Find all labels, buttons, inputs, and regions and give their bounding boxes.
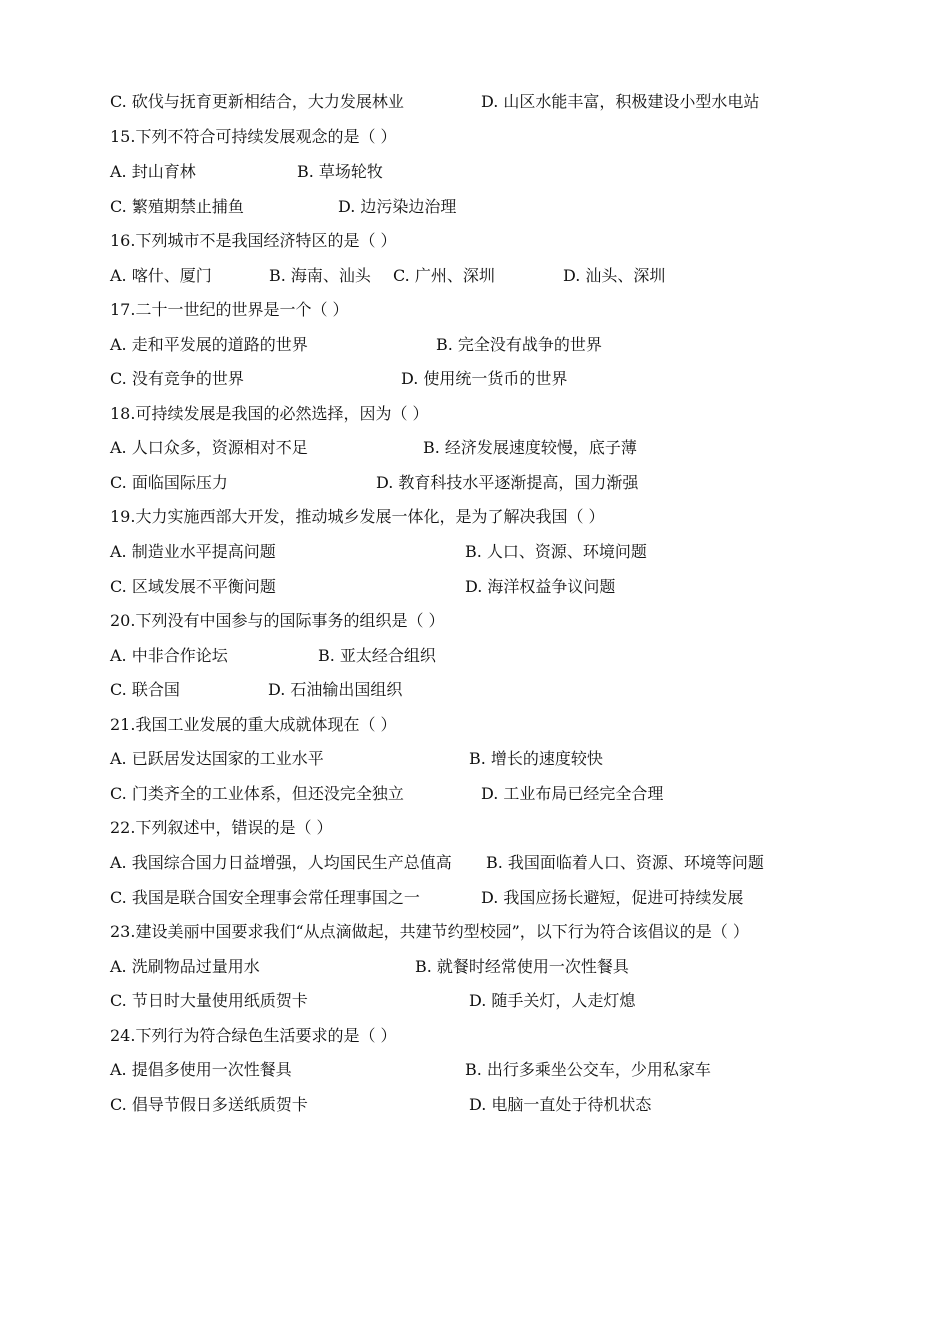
question-stem: 18.可持续发展是我国的必然选择，因为（ ）: [110, 404, 429, 423]
option-c: C. 节日时大量使用纸质贺卡: [110, 991, 308, 1010]
option-a: A. 走和平发展的道路的世界: [110, 335, 308, 354]
option-d: D. 随手关灯，人走灯熄: [469, 991, 636, 1010]
option-d: D. 山区水能丰富，积极建设小型水电站: [481, 92, 760, 111]
option-a: A. 提倡多使用一次性餐具: [110, 1060, 292, 1079]
option-b: B. 出行多乘坐公交车，少用私家车: [465, 1060, 711, 1079]
question-stem: 19.大力实施西部大开发，推动城乡发展一体化，是为了解决我国（ ）: [110, 507, 605, 526]
option-c: C. 广州、深圳: [393, 266, 495, 285]
option-d: D. 边污染边治理: [338, 197, 457, 216]
option-b: B. 经济发展速度较慢，底子薄: [423, 438, 637, 457]
option-d: D. 教育科技水平逐渐提高，国力渐强: [376, 473, 639, 492]
option-b: B. 海南、汕头: [269, 266, 371, 285]
question-stem: 17.二十一世纪的世界是一个（ ）: [110, 300, 349, 319]
option-c: C. 我国是联合国安全理事会常任理事国之一: [110, 888, 420, 907]
option-d: D. 使用统一货币的世界: [401, 369, 568, 388]
question-stem: 21.我国工业发展的重大成就体现在（ ）: [110, 715, 397, 734]
option-a: A. 中非合作论坛: [110, 646, 228, 665]
question-stem: 20.下列没有中国参与的国际事务的组织是（ ）: [110, 611, 445, 630]
option-b: B. 亚太经合组织: [318, 646, 436, 665]
question-stem: 15.下列不符合可持续发展观念的是（ ）: [110, 127, 397, 146]
question-stem: 16.下列城市不是我国经济特区的是（ ）: [110, 231, 397, 250]
option-c: C. 区域发展不平衡问题: [110, 577, 276, 596]
option-a: A. 封山育林: [110, 162, 196, 181]
option-d: D. 电脑一直处于待机状态: [469, 1095, 652, 1114]
option-d: D. 我国应扬长避短，促进可持续发展: [481, 888, 744, 907]
option-c: C. 没有竞争的世界: [110, 369, 244, 388]
question-stem: 23.建设美丽中国要求我们“从点滴做起，共建节约型校园”，以下行为符合该倡议的是（ ）: [110, 922, 749, 941]
option-c: C. 联合国: [110, 680, 180, 699]
option-c: C. 倡导节假日多送纸质贺卡: [110, 1095, 308, 1114]
option-d: D. 海洋权益争议问题: [465, 577, 616, 596]
option-d: D. 汕头、深圳: [563, 266, 666, 285]
option-c: C. 门类齐全的工业体系，但还没完全独立: [110, 784, 404, 803]
option-b: B. 完全没有战争的世界: [436, 335, 602, 354]
option-d: D. 工业布局已经完全合理: [481, 784, 664, 803]
option-a: A. 已跃居发达国家的工业水平: [110, 749, 324, 768]
option-b: B. 增长的速度较快: [469, 749, 603, 768]
option-c: C. 繁殖期禁止捕鱼: [110, 197, 244, 216]
option-a: A. 人口众多，资源相对不足: [110, 438, 308, 457]
option-c: C. 面临国际压力: [110, 473, 228, 492]
option-b: B. 草场轮牧: [297, 162, 383, 181]
option-a: A. 洗刷物品过量用水: [110, 957, 260, 976]
option-b: B. 人口、资源、环境问题: [465, 542, 647, 561]
option-c: C. 砍伐与抚育更新相结合，大力发展林业: [110, 92, 404, 111]
question-stem: 22.下列叙述中，错误的是（ ）: [110, 818, 333, 837]
option-a: A. 我国综合国力日益增强，人均国民生产总值高: [110, 853, 452, 872]
option-a: A. 喀什、厦门: [110, 266, 212, 285]
question-stem: 24.下列行为符合绿色生活要求的是（ ）: [110, 1026, 397, 1045]
option-d: D. 石油输出国组织: [268, 680, 403, 699]
option-b: B. 就餐时经常使用一次性餐具: [415, 957, 629, 976]
option-a: A. 制造业水平提高问题: [110, 542, 276, 561]
option-b: B. 我国面临着人口、资源、环境等问题: [486, 853, 764, 872]
